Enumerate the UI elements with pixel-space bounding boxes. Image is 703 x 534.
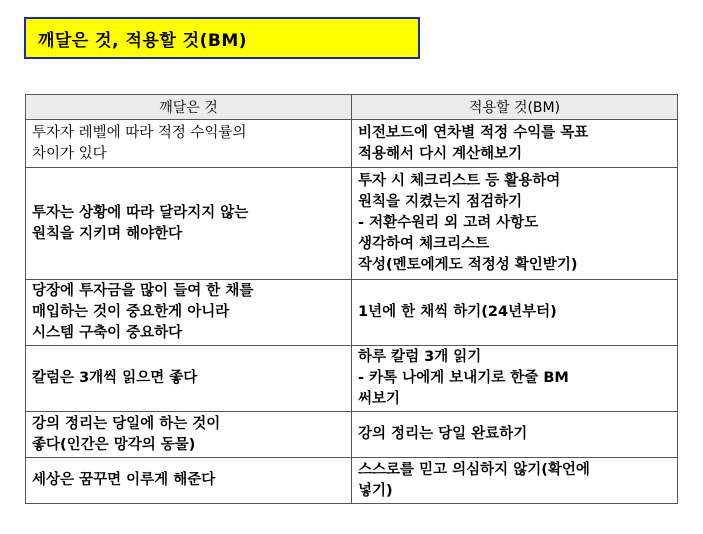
slide-title: 깨달은 것, 적용할 것(BM) xyxy=(38,30,248,51)
table-row xyxy=(26,458,678,504)
learned-cell: 강의 정리는 당일에 하는 것이 좋다(인간은 망각의 동물) xyxy=(26,412,352,458)
apply-cell: 하루 칼럼 3개 읽기 - 카톡 나에게 보내기로 한줄 BM 써보기 xyxy=(352,346,678,412)
apply-cell: 스스로를 믿고 의심하지 않기(확언에 넣기) xyxy=(352,458,678,504)
apply-cell: 투자 시 체크리스트 등 활용하여 원칙을 지켰는지 점검하기 - 저환수원리 외 고려 사항도 생각하여 체크리스트 작성(멘토에게도 적정성 확인받기) xyxy=(352,168,678,280)
header-learned: 깨달은 것 xyxy=(26,95,352,120)
apply-cell: 비전보드에 연차별 적정 수익를 목표 적용해서 다시 계산해보기 xyxy=(352,120,678,168)
apply-cell: 강의 정리는 당일 완료하기 xyxy=(352,412,678,458)
apply-cell: 1년에 한 채씩 하기(24년부터) xyxy=(352,280,678,346)
learned-cell: 당장에 투자금을 많이 들여 한 채를 매입하는 것이 중요한게 아니라 시스템 구축이 중요하다 xyxy=(26,280,352,346)
table-row xyxy=(26,346,678,412)
learned-cell: 투자자 레벨에 따라 적정 수익률의 차이가 있다 xyxy=(26,120,352,168)
slide-title-box xyxy=(24,17,420,59)
table-row xyxy=(26,412,678,458)
table-header-row xyxy=(26,95,678,120)
learned-cell: 세상은 꿈꾸면 이루게 해준다 xyxy=(26,458,352,504)
learned-cell: 투자는 상황에 따라 달라지지 않는 원칙을 지키며 해야한다 xyxy=(26,168,352,280)
header-apply: 적용할 것(BM) xyxy=(352,95,678,120)
table-row xyxy=(26,168,678,280)
lessons-table xyxy=(25,94,678,504)
learned-cell: 칼럼은 3개씩 읽으면 좋다 xyxy=(26,346,352,412)
table-row xyxy=(26,280,678,346)
table-row xyxy=(26,120,678,168)
